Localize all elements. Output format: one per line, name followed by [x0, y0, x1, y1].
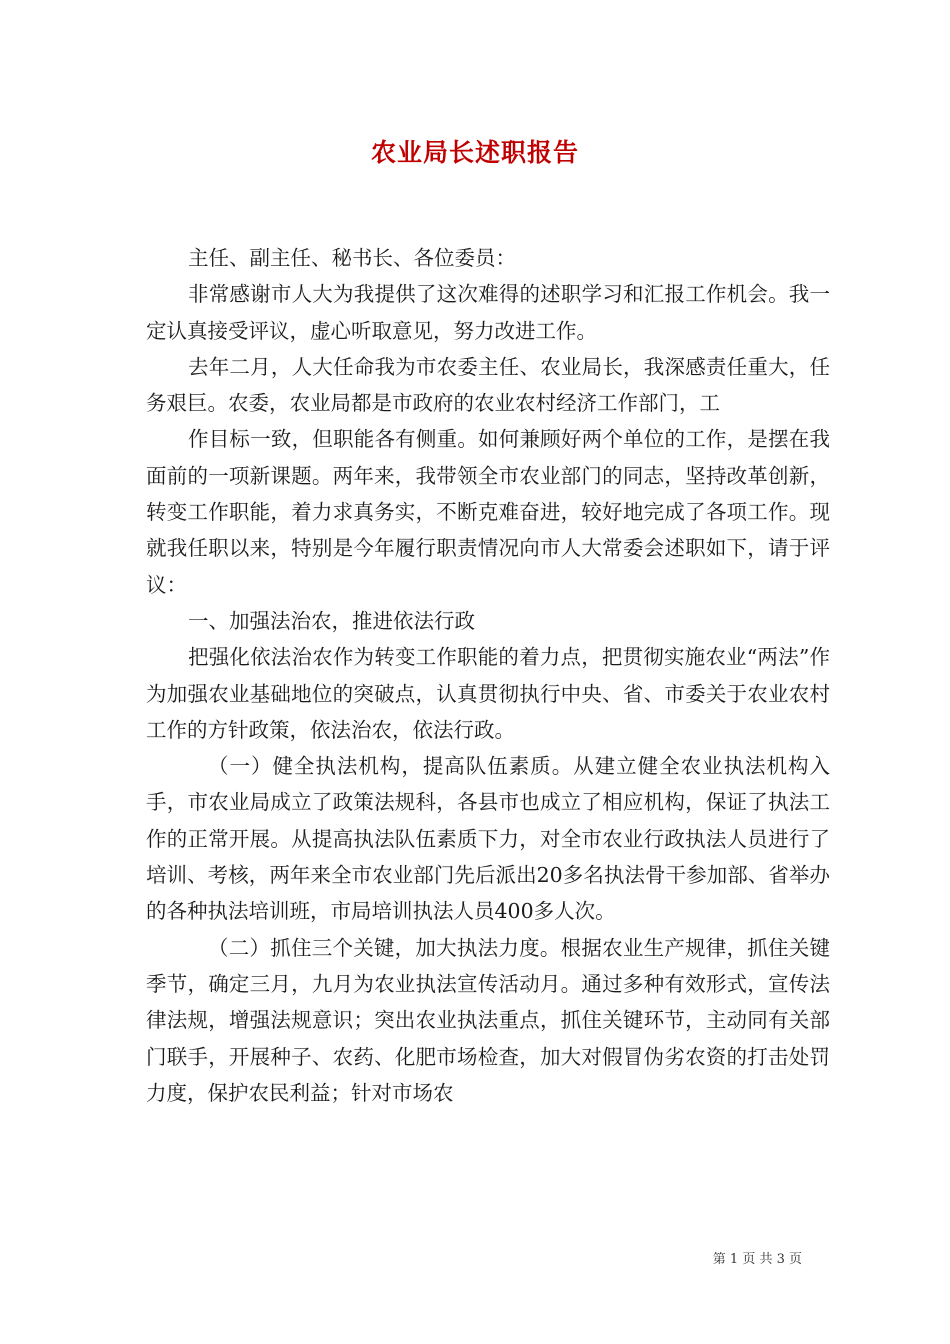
body-paragraph: （一）健全执法机构，提高队伍素质。从建立健全农业执法机构入手，市农业局成立了政策法规科，各县市也成立了相应机构，保证了执法工作的正常开展。从提高执法队伍素质下力，对全市农业行政执法人员进行了培训、考核，两年来全市农业部门先后派出20多名执法骨干参加部、省举办的各种执法培训班，市局培训执法人员400多人次。: [146, 754, 830, 924]
body-paragraph: 作目标一致，但职能各有侧重。如何兼顾好两个单位的工作，是摆在我面前的一项新课题。两年来，我带领全市农业部门的同志，坚持改革创新，转变工作职能，着力求真务实，不断克难奋进，较好地完成了各项工作。现就我任职以来，特别是今年履行职责情况向市人大常委会述职如下，请于评议：: [146, 427, 830, 597]
body-paragraph: 把强化依法治农作为转变工作职能的着力点，把贯彻实施农业“两法”作为加强农业基础地位的突破点，认真贯彻执行中央、省、市委关于农业农村工作的方针政策，依法治农，依法行政。: [146, 645, 830, 742]
section-heading: 一、加强法治农，推进依法行政: [188, 608, 475, 633]
body-paragraph: 去年二月，人大任命我为市农委主任、农业局长，我深感责任重大，任务艰巨。农委，农业局都是市政府的农业农村经济工作部门，工: [146, 354, 830, 416]
salutation-paragraph: 主任、副主任、秘书长、各位委员：: [188, 246, 516, 270]
body-paragraph: （二）抓住三个关键，加大执法力度。根据农业生产规律，抓住关键季节，确定三月，九月为农业执法宣传活动月。通过多种有效形式，宣传法律法规，增强法规意识；突出农业执法重点，抓住关键环节，主动同有关部门联手，开展种子、农药、化肥市场检查，加大对假冒伪劣农资的打击处罚力度，保护农民利益；针对市场农: [146, 935, 830, 1105]
document-body: [146, 240, 830, 1111]
document-title: 农业局长述职报告: [370, 138, 579, 167]
page-number-footer: 第 1 页 共 3 页: [712, 1252, 802, 1267]
body-paragraph: 非常感谢市人大为我提供了这次难得的述职学习和汇报工作机会。我一定认真接受评议，虚心听取意见，努力改进工作。: [146, 282, 830, 343]
